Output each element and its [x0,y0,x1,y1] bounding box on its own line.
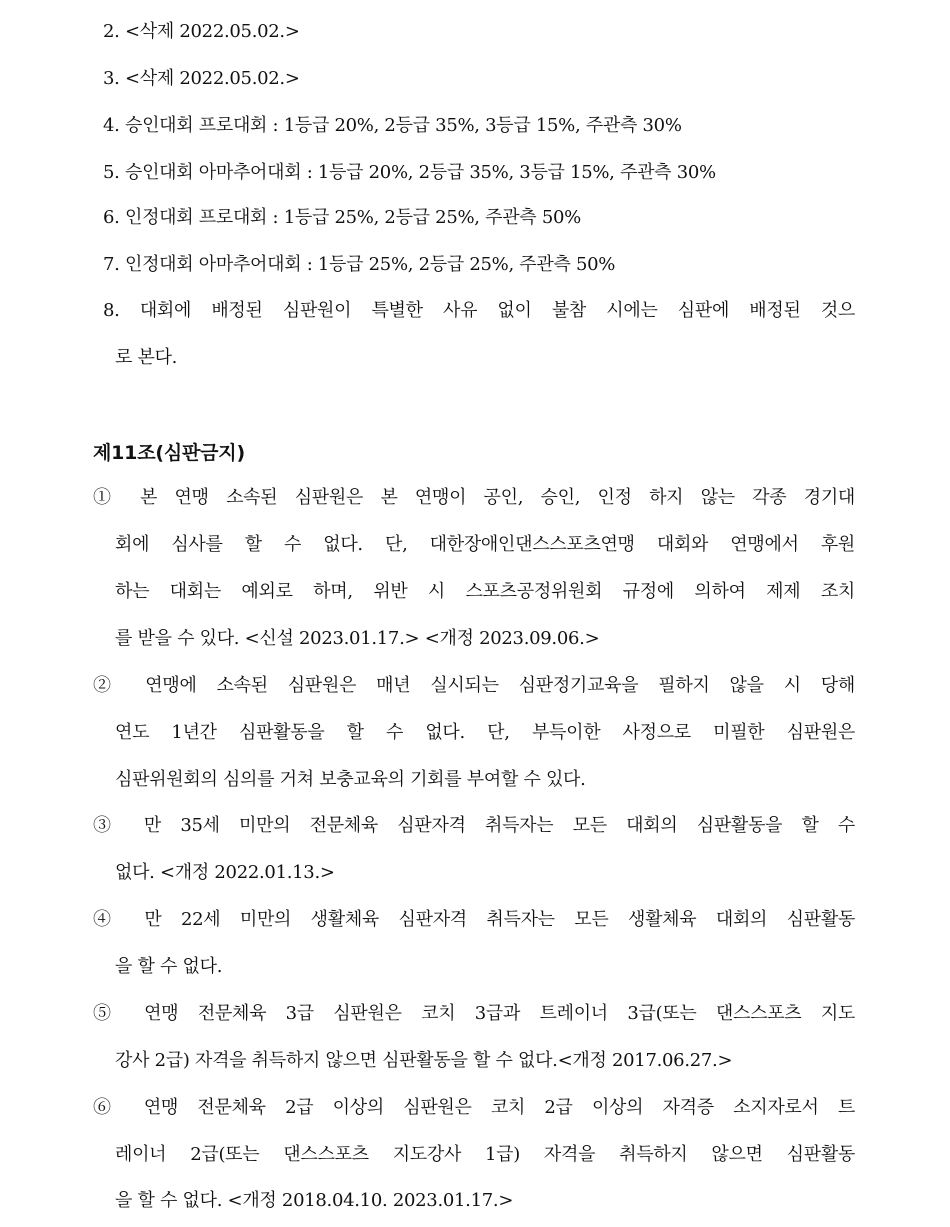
list-item-7: 7. 인정대회 아마추어대회 : 1등급 25%, 2등급 25%, 주관측 50% [103,254,616,275]
clause-2-line2: 연도 1년간 심판활동을 할 수 없다. 단, 부득이한 사정으로 미필한 심판원은 [115,722,855,743]
clause-1-line1: ① 본 연맹 소속된 심판원은 본 연맹이 공인, 승인, 인정 하지 않는 각종 경기대 [93,487,855,508]
clause-1-line4: 를 받을 수 있다. <신설 2023.01.17.> <개정 2023.09.06.> [115,628,600,649]
list-item-5: 5. 승인대회 아마추어대회 : 1등급 20%, 2등급 35%, 3등급 15%, 주관측 30% [103,162,716,183]
clause-5-line2: 강사 2급) 자격을 취득하지 않으면 심판활동을 할 수 없다.<개정 2017.06.27.> [115,1050,733,1071]
article-11-title: 제11조(심판금지) [93,442,245,464]
clause-3-line2: 없다. <개정 2022.01.13.> [115,862,335,883]
clause-6-line2: 레이너 2급(또는 댄스스포츠 지도강사 1급) 자격을 취득하지 않으면 심판활동 [115,1144,855,1165]
clause-6-line1: ⑥ 연맹 전문체육 2급 이상의 심판원은 코치 2급 이상의 자격증 소지자로서 트 [93,1097,855,1118]
clause-1-line2: 회에 심사를 할 수 없다. 단, 대한장애인댄스스포츠연맹 대회와 연맹에서 후원 [115,534,855,555]
list-item-8-line1: 8. 대회에 배정된 심판원이 특별한 사유 없이 불참 시에는 심판에 배정된 것으 [103,300,855,321]
list-item-3: 3. <삭제 2022.05.02.> [103,68,300,89]
list-item-6: 6. 인정대회 프로대회 : 1등급 25%, 2등급 25%, 주관측 50% [103,207,581,228]
clause-2-line1: ② 연맹에 소속된 심판원은 매년 실시되는 심판정기교육을 필하지 않을 시 당해 [93,675,855,696]
list-item-8-line2: 로 본다. [115,347,178,368]
clause-5-line1: ⑤ 연맹 전문체육 3급 심판원은 코치 3급과 트레이너 3급(또는 댄스스포츠 지도 [93,1003,855,1024]
clause-6-line3: 을 할 수 없다. <개정 2018.04.10. 2023.01.17.> [115,1190,514,1211]
clause-4-line2: 을 할 수 없다. [115,956,223,977]
clause-4-line1: ④ 만 22세 미만의 생활체육 심판자격 취득자는 모든 생활체육 대회의 심판활동 [93,909,855,930]
list-item-2: 2. <삭제 2022.05.02.> [103,21,300,42]
list-item-4: 4. 승인대회 프로대회 : 1등급 20%, 2등급 35%, 3등급 15%, 주관측 30% [103,115,682,136]
clause-3-line1: ③ 만 35세 미만의 전문체육 심판자격 취득자는 모든 대회의 심판활동을 할 수 [93,815,855,836]
clause-2-line3: 심판위원회의 심의를 거쳐 보충교육의 기회를 부여할 수 있다. [115,769,586,790]
clause-1-line3: 하는 대회는 예외로 하며, 위반 시 스포츠공정위원회 규정에 의하여 제제 조치 [115,581,855,602]
